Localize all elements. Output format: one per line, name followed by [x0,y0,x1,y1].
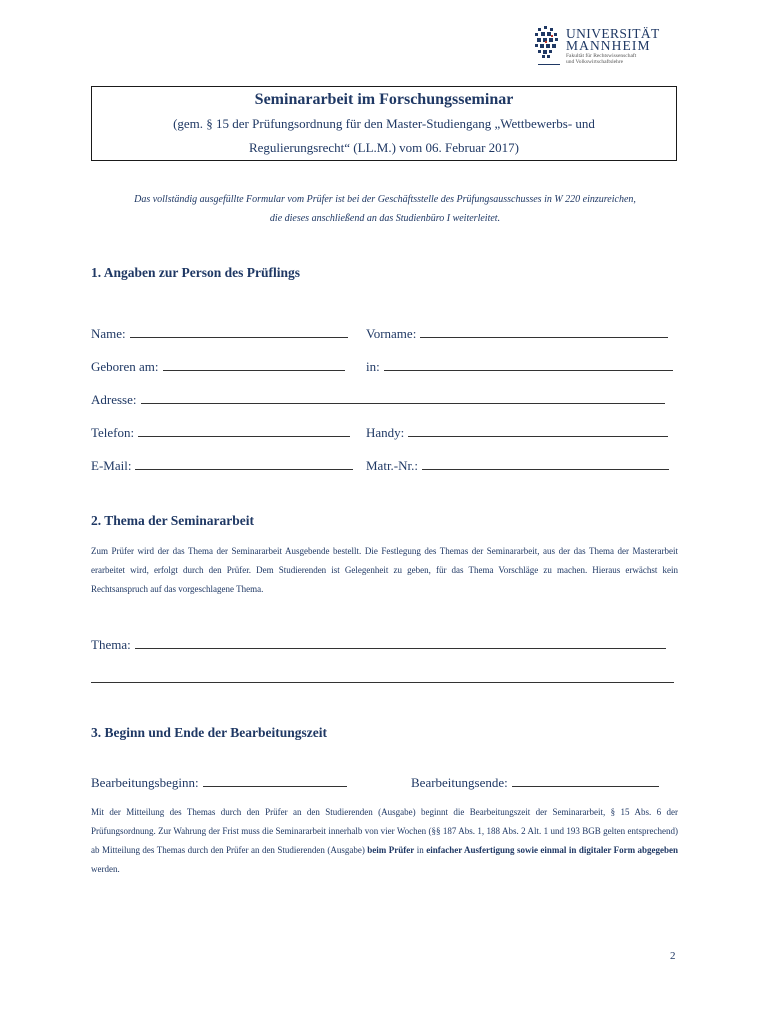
geburtsort-label: in: [366,359,380,374]
name-input-line[interactable] [130,325,348,338]
title-subtitle-line2: Regulierungsrecht“ (LL.M.) vom 06. Februar 2017) [248,140,520,155]
thema-input-line-2[interactable] [91,682,674,683]
section-heading-bearbeitungszeit: 3. Beginn und Ende der Bearbeitungszeit [91,725,328,740]
bearbeitungsbeginn-field[interactable] [91,774,347,791]
geburtsort-input-line[interactable] [384,358,673,371]
telefon-input-line[interactable] [138,424,350,437]
telefon-label: Telefon: [91,425,135,440]
email-field[interactable] [91,457,353,474]
adresse-field[interactable] [91,391,665,408]
vorname-input-line[interactable] [420,325,668,338]
thema-paragraph: Zum Prüfer wird der das Thema der Seminararbeit Ausgebende bestellt. Die Festlegung des Themas der Seminararbeit, aus der das Thema der Masterarbeit erarbeitet wird, erfolgt durch den Prüfer. Dem Studierenden ist Gelegenheit zu geben, für das Thema Vorschläge zu machen. Hieraus erwächst kein Rechtsanspruch auf das vorgeschlagene Thema. [91,546,678,594]
crest-icon [533,26,563,60]
section-heading-person: 1. Angaben zur Person des Prüflings [91,265,301,280]
logo-divider [538,64,560,65]
name-label: Name: [91,326,126,341]
page-number: 2 [670,950,676,962]
instruction-note-line2: die dieses anschließend an das Studienbüro I weiterleitet. [269,213,501,224]
bearbeitungszeit-paragraph [91,803,678,879]
name-field[interactable] [91,325,348,342]
handy-input-line[interactable] [408,424,668,437]
email-input-line[interactable] [135,457,353,470]
bearbeitungsbeginn-label: Bearbeitungsbeginn: [91,775,199,790]
handy-label: Handy: [366,425,405,440]
bearbeitungszeit-bold-1: beim Prüfer [367,845,415,855]
title-box [91,86,677,161]
title-subtitle-line1: (gem. § 15 der Prüfungsordnung für den Master-Studiengang „Wettbewerbs- und [173,116,595,131]
section-heading-thema: 2. Thema der Seminararbeit [91,513,254,528]
logo-text-line1: UNIVERSITÄT [566,26,660,41]
geburtsort-field[interactable] [366,358,673,375]
telefon-field[interactable] [91,424,350,441]
email-label: E-Mail: [91,458,132,473]
matrikelnummer-input-line[interactable] [422,457,669,470]
thema-input-line[interactable] [135,636,666,649]
page-title: Seminararbeit im Forschungsseminar [254,91,514,108]
bearbeitungsende-field[interactable] [411,774,659,791]
handy-field[interactable] [366,424,668,441]
bearbeitungsende-label: Bearbeitungsende: [411,775,508,790]
vorname-label: Vorname: [366,326,417,341]
matrikelnummer-field[interactable] [366,457,669,474]
adresse-input-line[interactable] [141,391,665,404]
bearbeitungszeit-text: Mit der Mitteilung des Themas durch den Prüfer an den Studierenden (Ausgabe) beginnt die Bearbeitungszeit der Seminararbeit, § 15 Abs. 6 der Prüfungsordnung. Zur Wahrung der Frist muss die Seminararbeit innerhalb von vier Wochen (§§ 187 Abs. 1, 188 Abs. 2 Alt. 1 und 193 BGB gelten entsprechend) ab Mitteilung des Themas durch den Prüfer an den Studierenden (Ausgabe) [91,807,678,855]
bearbeitungszeit-in: in [416,845,424,855]
thema-field[interactable] [91,636,666,653]
bearbeitungszeit-bold-2: einfacher Ausfertigung sowie einmal in digitaler Form abgegeben [426,845,679,855]
logo-text-line2: MANNHEIM [566,38,651,53]
matrikelnummer-label: Matr.-Nr.: [366,458,418,473]
vorname-field[interactable] [366,325,668,342]
logo-faculty-line2: und Volkswirtschaftslehre [566,59,624,65]
adresse-label: Adresse: [91,392,137,407]
geboren-field[interactable] [91,358,345,375]
geboren-input-line[interactable] [163,358,345,371]
geboren-label: Geboren am: [91,359,159,374]
university-logo [533,26,673,70]
bearbeitungszeit-end: werden. [91,864,120,874]
bearbeitungsende-input-line[interactable] [512,774,659,787]
logo-faculty-line1: Fakultät für Rechtswissenschaft [566,53,637,59]
instruction-note-line1: Das vollständig ausgefüllte Formular vom Prüfer ist bei der Geschäftsstelle des Prüfungsausschusses in W 220 einzureichen, [134,194,636,205]
thema-label: Thema: [91,637,131,652]
bearbeitungsbeginn-input-line[interactable] [203,774,347,787]
